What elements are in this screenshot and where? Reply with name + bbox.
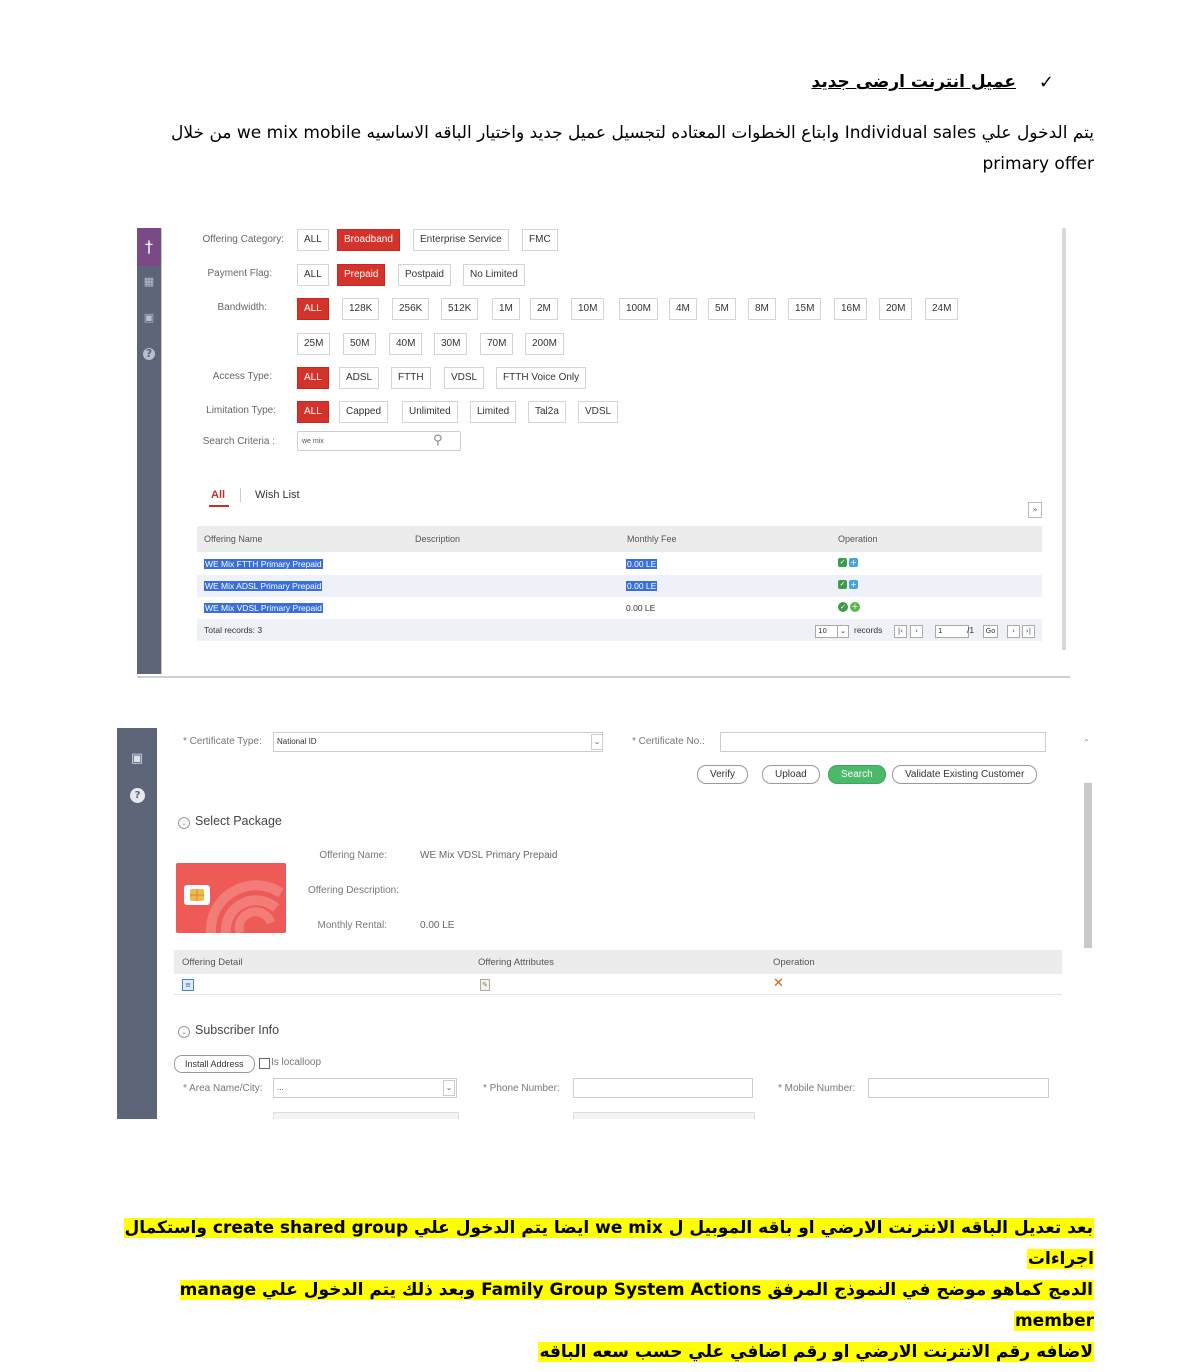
localloop-checkbox[interactable] [259, 1058, 270, 1069]
sim-card-image [176, 863, 286, 933]
search-icon[interactable]: ⚲ [433, 433, 443, 448]
table-header [197, 526, 1042, 552]
upload-button[interactable]: Upload [762, 765, 820, 784]
limit-vdsl-chip[interactable]: VDSL [578, 401, 618, 423]
validate-existing-customer-button[interactable]: Validate Existing Customer [892, 765, 1037, 784]
limit-capped-chip[interactable]: Capped [339, 401, 388, 423]
customer-registration-screenshot [117, 728, 1092, 1119]
section-heading: عميل انترنت ارضى جديد [811, 72, 1016, 92]
col-offering-attributes: Offering Attributes [478, 957, 554, 968]
total-records: Total records: 3 [204, 625, 263, 635]
col-monthly-fee: Monthly Fee [627, 534, 677, 544]
offering-name-value: WE Mix VDSL Primary Prepaid [420, 850, 558, 861]
scroll-up-icon[interactable]: ⌃ [1083, 738, 1090, 747]
add-wishlist-icon[interactable]: + [850, 580, 857, 589]
payment-postpaid-chip[interactable]: Postpaid [398, 264, 451, 286]
chevron-down-icon[interactable]: ⌄ [837, 625, 849, 638]
offering-search-screenshot [137, 228, 1070, 678]
offering-name-cell[interactable]: WE Mix VDSL Primary Prepaid [205, 603, 322, 613]
chevron-down-icon[interactable]: ⌄ [178, 1026, 190, 1038]
category-enterprise-chip[interactable]: Enterprise Service [413, 229, 509, 251]
records-label: records [854, 625, 883, 635]
bandwidth-chip-4m[interactable]: 4M [669, 298, 697, 320]
bandwidth-chip-1m[interactable]: 1M [492, 298, 520, 320]
bandwidth-chip-15m[interactable]: 15M [788, 298, 821, 320]
bandwidth-chip-128k[interactable]: 128K [342, 298, 379, 320]
area-name-select[interactable]: ... [273, 1078, 457, 1098]
verify-button[interactable]: Verify [697, 765, 748, 784]
archive-icon[interactable]: ▣ [143, 311, 155, 324]
subscriber-info-title: Subscriber Info [195, 1023, 280, 1037]
access-all-chip[interactable]: ALL [297, 367, 329, 389]
bandwidth-chip-25m[interactable]: 25M [297, 333, 330, 355]
col-offering-name: Offering Name [204, 534, 263, 544]
last-page-icon[interactable]: ›| [1022, 625, 1035, 638]
mobile-number-input[interactable] [868, 1078, 1049, 1098]
install-address-button[interactable]: Install Address [174, 1055, 255, 1073]
bandwidth-chip-2m[interactable]: 2M [530, 298, 558, 320]
sidebar [117, 728, 157, 1119]
col-operation: Operation [773, 957, 815, 968]
table-footer [197, 619, 1042, 641]
help-icon[interactable]: ? [130, 788, 145, 803]
limit-tal2a-chip[interactable]: Tal2a [528, 401, 566, 423]
divider [174, 994, 1062, 995]
bandwidth-chip-50m[interactable]: 50M [343, 333, 376, 355]
search-button[interactable]: Search [828, 765, 886, 784]
select-check-icon[interactable]: ✓ [839, 580, 846, 588]
bandwidth-chip-20m[interactable]: 20M [879, 298, 912, 320]
bandwidth-chip-8m[interactable]: 8M [748, 298, 776, 320]
limit-all-chip[interactable]: ALL [297, 401, 329, 423]
bandwidth-chip-70m[interactable]: 70M [480, 333, 513, 355]
menu-icon[interactable]: † [137, 228, 161, 266]
certificate-type-label: * Certificate Type: [183, 736, 262, 747]
edit-attributes-icon[interactable]: ✎ [480, 979, 490, 991]
search-criteria-label: Search Criteria : [202, 436, 275, 447]
offering-name-cell[interactable]: WE Mix FTTH Primary Prepaid [205, 559, 322, 569]
search-input[interactable]: we mix [297, 431, 461, 451]
bandwidth-chip-512k[interactable]: 512K [441, 298, 478, 320]
first-page-icon[interactable]: |‹ [894, 625, 907, 638]
certificate-no-label: * Certificate No.: [632, 736, 705, 747]
page-input[interactable]: 1 [935, 625, 969, 638]
checkmark-icon: ✓ [1038, 72, 1054, 93]
chevron-down-icon[interactable]: ⌄ [178, 817, 190, 829]
bandwidth-chip-40m[interactable]: 40M [389, 333, 422, 355]
localloop-label: Is localloop [271, 1057, 322, 1068]
offering-description-label: Offering Description: [308, 885, 399, 896]
chevron-down-icon[interactable]: ⌄ [443, 1080, 455, 1096]
fee-cell: 0.00 LE [627, 559, 657, 569]
bandwidth-chip-30m[interactable]: 30M [434, 333, 467, 355]
sim-card-graphic [176, 863, 286, 933]
payment-nolimited-chip[interactable]: No Limited [463, 264, 525, 286]
table-row[interactable] [197, 597, 1042, 620]
certificate-type-select[interactable]: National ID [273, 732, 603, 752]
grid-icon[interactable]: ▦ [143, 275, 155, 288]
instruction-line-2: الدمج كماهو موضح في النموذج المرفق Family Group System Actions وبعد ذلك يتم الدخول علي manage member [179, 1280, 1094, 1331]
page-size-select[interactable]: 10 [815, 625, 839, 638]
fee-cell: 0.00 LE [627, 581, 657, 591]
table-row[interactable] [197, 575, 1042, 598]
scrollbar[interactable] [1062, 228, 1066, 650]
bandwidth-chip-200m[interactable]: 200M [525, 333, 564, 355]
instructions-highlighted [104, 1213, 1094, 1368]
bandwidth-chip-10m[interactable]: 10M [571, 298, 604, 320]
offering-name-label: Offering Name: [319, 850, 387, 861]
scrollbar[interactable] [1084, 783, 1092, 948]
col-description: Description [415, 534, 461, 544]
chevron-down-icon[interactable]: ⌄ [591, 734, 603, 750]
bandwidth-chip-all[interactable]: ALL [297, 298, 329, 320]
payment-prepaid-chip[interactable]: Prepaid [337, 264, 385, 286]
select-package-title: Select Package [195, 814, 282, 828]
bandwidth-chip-24m[interactable]: 24M [925, 298, 958, 320]
access-adsl-chip[interactable]: ADSL [339, 367, 379, 389]
col-operation: Operation [838, 534, 878, 544]
bandwidth-label: Bandwidth: [217, 302, 267, 313]
package-table-header [174, 950, 1062, 974]
access-ftth-voice-chip[interactable]: FTTH Voice Only [496, 367, 586, 389]
remove-icon[interactable]: ✕ [773, 976, 784, 991]
offering-detail-icon[interactable]: ≡ [182, 979, 194, 991]
certificate-no-input[interactable] [720, 732, 1046, 752]
tab-separator [240, 488, 241, 502]
select-check-icon[interactable]: ✓ [838, 602, 848, 612]
archive-icon[interactable]: ▣ [130, 751, 144, 766]
divider [161, 228, 162, 674]
bandwidth-chip-5m[interactable]: 5M [708, 298, 736, 320]
collapse-icon[interactable]: » [1028, 502, 1042, 518]
prev-page-icon[interactable]: ‹ [910, 625, 923, 638]
go-button[interactable]: Go [983, 625, 998, 638]
access-vdsl-chip[interactable]: VDSL [444, 367, 484, 389]
monthly-rental-value: 0.00 LE [420, 920, 455, 931]
page-total: /1 [967, 625, 975, 635]
tab-all[interactable]: All [211, 489, 226, 501]
next-field-stub [573, 1112, 755, 1119]
mobile-number-label: * Mobile Number: [778, 1083, 856, 1094]
select-check-icon[interactable]: ✓ [839, 558, 846, 566]
instruction-line-3: لاضافه رقم الانترنت الارضي او رقم اضافي علي حسب سعه الباقه [539, 1342, 1093, 1362]
limit-unlimited-chip[interactable]: Unlimited [402, 401, 458, 423]
tab-active-indicator [209, 505, 229, 507]
sidebar [137, 228, 161, 674]
offering-category-label: Offering Category: [202, 234, 284, 245]
phone-number-label: * Phone Number: [483, 1083, 560, 1094]
area-name-label: * Area Name/City: [183, 1083, 263, 1094]
bandwidth-chip-256k[interactable]: 256K [392, 298, 429, 320]
tab-wish-list[interactable]: Wish List [255, 489, 300, 501]
next-page-icon[interactable]: › [1007, 625, 1020, 638]
payment-all-chip[interactable]: ALL [297, 264, 329, 286]
instruction-line-1: بعد تعديل الباقه الانترنت الارضي او باقه الموبيل ل we mix ايضا يتم الدخول علي create shared group واستكمال اجراءات [124, 1218, 1094, 1269]
add-wishlist-icon[interactable]: + [850, 558, 857, 567]
fee-cell: 0.00 LE [626, 603, 656, 613]
limitation-type-label: Limitation Type: [206, 405, 276, 416]
category-all-chip[interactable]: ALL [297, 229, 329, 251]
offering-name-cell[interactable]: WE Mix ADSL Primary Prepaid [205, 581, 322, 591]
payment-flag-label: Payment Flag: [207, 268, 272, 279]
access-ftth-chip[interactable]: FTTH [391, 367, 431, 389]
category-broadband-chip[interactable]: Broadband [337, 229, 400, 251]
bandwidth-chip-100m[interactable]: 100M [619, 298, 658, 320]
limit-limited-chip[interactable]: Limited [470, 401, 516, 423]
help-icon[interactable]: ? [143, 348, 155, 360]
monthly-rental-label: Monthly Rental: [317, 920, 387, 931]
add-wishlist-icon[interactable]: + [851, 602, 859, 611]
table-row[interactable] [197, 553, 1042, 576]
access-type-label: Access Type: [212, 371, 272, 382]
next-field-stub [273, 1112, 459, 1119]
col-offering-detail: Offering Detail [182, 957, 243, 968]
intro-paragraph: يتم الدخول علي Individual sales وابتاع الخطوات المعتاده لتجسيل عميل جديد واختيار الباقه الاساسيه we mix mobile من خلال primary offer [171, 123, 1094, 174]
phone-number-input[interactable] [573, 1078, 753, 1098]
bandwidth-chip-16m[interactable]: 16M [834, 298, 867, 320]
category-fmc-chip[interactable]: FMC [522, 229, 558, 251]
